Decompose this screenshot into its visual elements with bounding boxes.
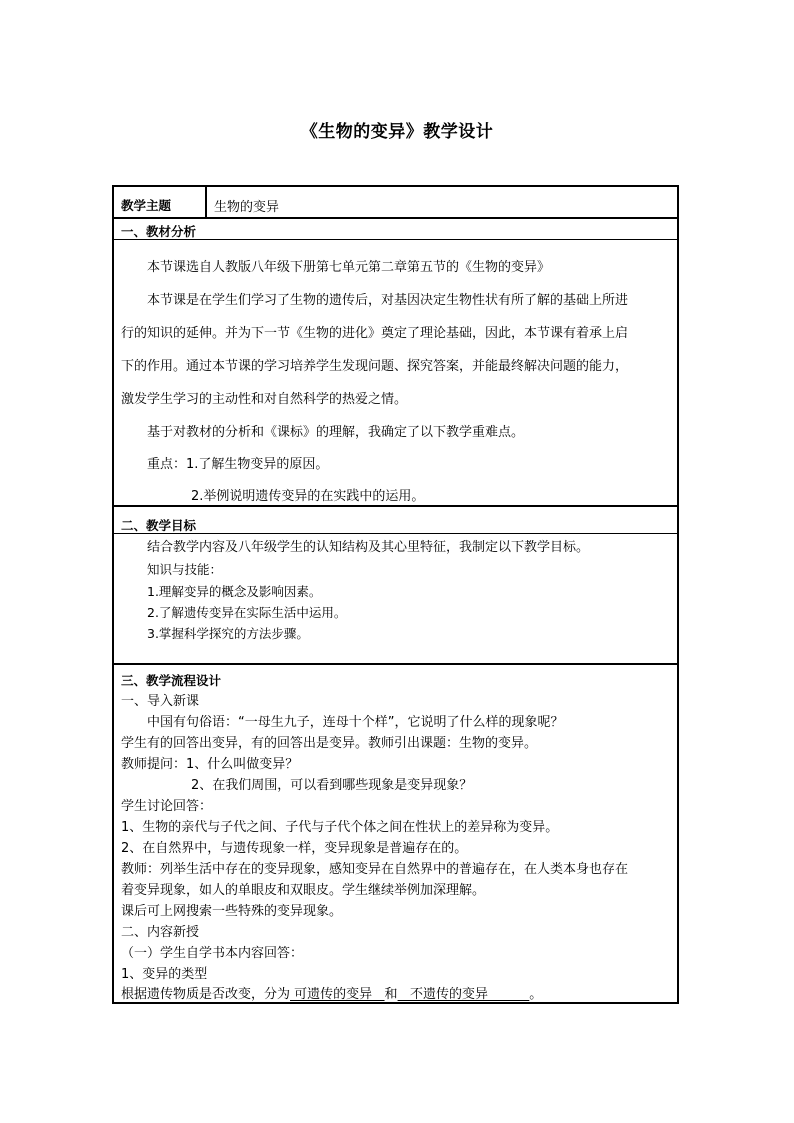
paragraph-line: 激发学生学习的主动性和对自然科学的热爱之情。 [121, 392, 408, 407]
section-heading-teaching-goals [114, 513, 677, 534]
paragraph-line: 一、导入新课 [121, 694, 200, 709]
section-divider [114, 663, 677, 665]
section-heading-process-design: 三、教学流程设计 [121, 673, 222, 688]
paragraph-line: 1.理解变异的概念及影响因素。 [147, 584, 322, 599]
paragraph-line: 学生讨论回答： [121, 799, 213, 814]
key-point-line: 2.举例说明遗传变异的在实践中的运用。 [191, 489, 425, 504]
paragraph-line: 二、内容新授 [121, 925, 200, 940]
paragraph-line: 教师：列举生活中存在的变异现象，感知变异在自然界中的普遍存在，在人类本身也存在 [121, 862, 629, 877]
paragraph-line: 下的作用。通过本节课的学习培养学生发现问题、探究答案，并能最终解决问题的能力， [121, 359, 629, 374]
section-heading-text: 一、教材分析 [121, 224, 197, 239]
paragraph-line: 3.掌握科学探究的方法步骤。 [147, 626, 309, 641]
paragraph-line: 结合教学内容及八年级学生的认知结构及其心里特征，我制定以下教学目标。 [147, 540, 590, 555]
paragraph-line: 本节课是在学生们学习了生物的遗传后，对基因决定生物性状有所了解的基础上所进 [147, 293, 629, 308]
fill-in-prefix: 根据遗传物质是否改变，分为 [121, 987, 291, 1002]
section-heading-textbook-analysis [114, 219, 677, 240]
topic-divider [205, 187, 207, 217]
paragraph-line: 课后可上网搜索一些特殊的变异现象。 [121, 904, 343, 919]
paragraph-line: 1、变异的类型 [121, 967, 208, 982]
fill-in-blank-non-heritable: 不遗传的变异 [397, 987, 530, 1002]
paragraph-line: 学生有的回答出变异，有的回答出是变异。教师引出课题：生物的变异。 [121, 736, 538, 751]
paragraph-line: 1、生物的亲代与子代之间、子代与子代个体之间在性状上的差异称为变异。 [121, 820, 559, 835]
paragraph-line: （一）学生自学书本内容回答： [121, 946, 304, 961]
paragraph-line: 中国有句俗语：“一母生九子，连母十个样”，它说明了什么样的现象呢？ [147, 715, 564, 730]
lesson-plan-table [112, 185, 679, 1004]
section-heading-text: 二、教学目标 [121, 518, 197, 533]
fill-in-line [121, 987, 542, 1003]
fill-in-conjunction: 和 [384, 987, 398, 1002]
document-title: 《生物的变异》教学设计 [300, 122, 494, 142]
paragraph-line: 行的知识的延伸。并为下一节《生物的进化》奠定了理论基础，因此，本节课有着承上启 [121, 326, 629, 341]
paragraph-line: 知识与技能： [147, 562, 223, 577]
fill-in-blank-heritable: 可遗传的变异 [290, 987, 385, 1002]
paragraph-line: 2、在自然界中，与遗传现象一样，变异现象是普遍存在的。 [121, 841, 468, 856]
paragraph-line: 本节课选自人教版八年级下册第七单元第二章第五节的《生物的变异》 [147, 260, 551, 275]
paragraph-line: 着变异现象，如人的单眼皮和双眼皮。学生继续举例加深理解。 [121, 883, 486, 898]
topic-row [114, 187, 677, 219]
key-point-line: 重点：1.了解生物变异的原因。 [147, 457, 329, 472]
fill-in-end: 。 [529, 987, 543, 1002]
paragraph-line: 2.了解遗传变异在实际生活中运用。 [147, 605, 347, 620]
topic-value: 生物的变异 [214, 200, 280, 215]
paragraph-line: 基于对教材的分析和《课标》的理解，我确定了以下教学重难点。 [147, 425, 525, 440]
topic-label: 教学主题 [121, 198, 172, 213]
paragraph-line: 教师提问：1、什么叫做变异？ [121, 757, 299, 772]
section-divider [114, 505, 677, 507]
paragraph-line: 2、在我们周围，可以看到哪些现象是变异现象？ [191, 778, 473, 793]
